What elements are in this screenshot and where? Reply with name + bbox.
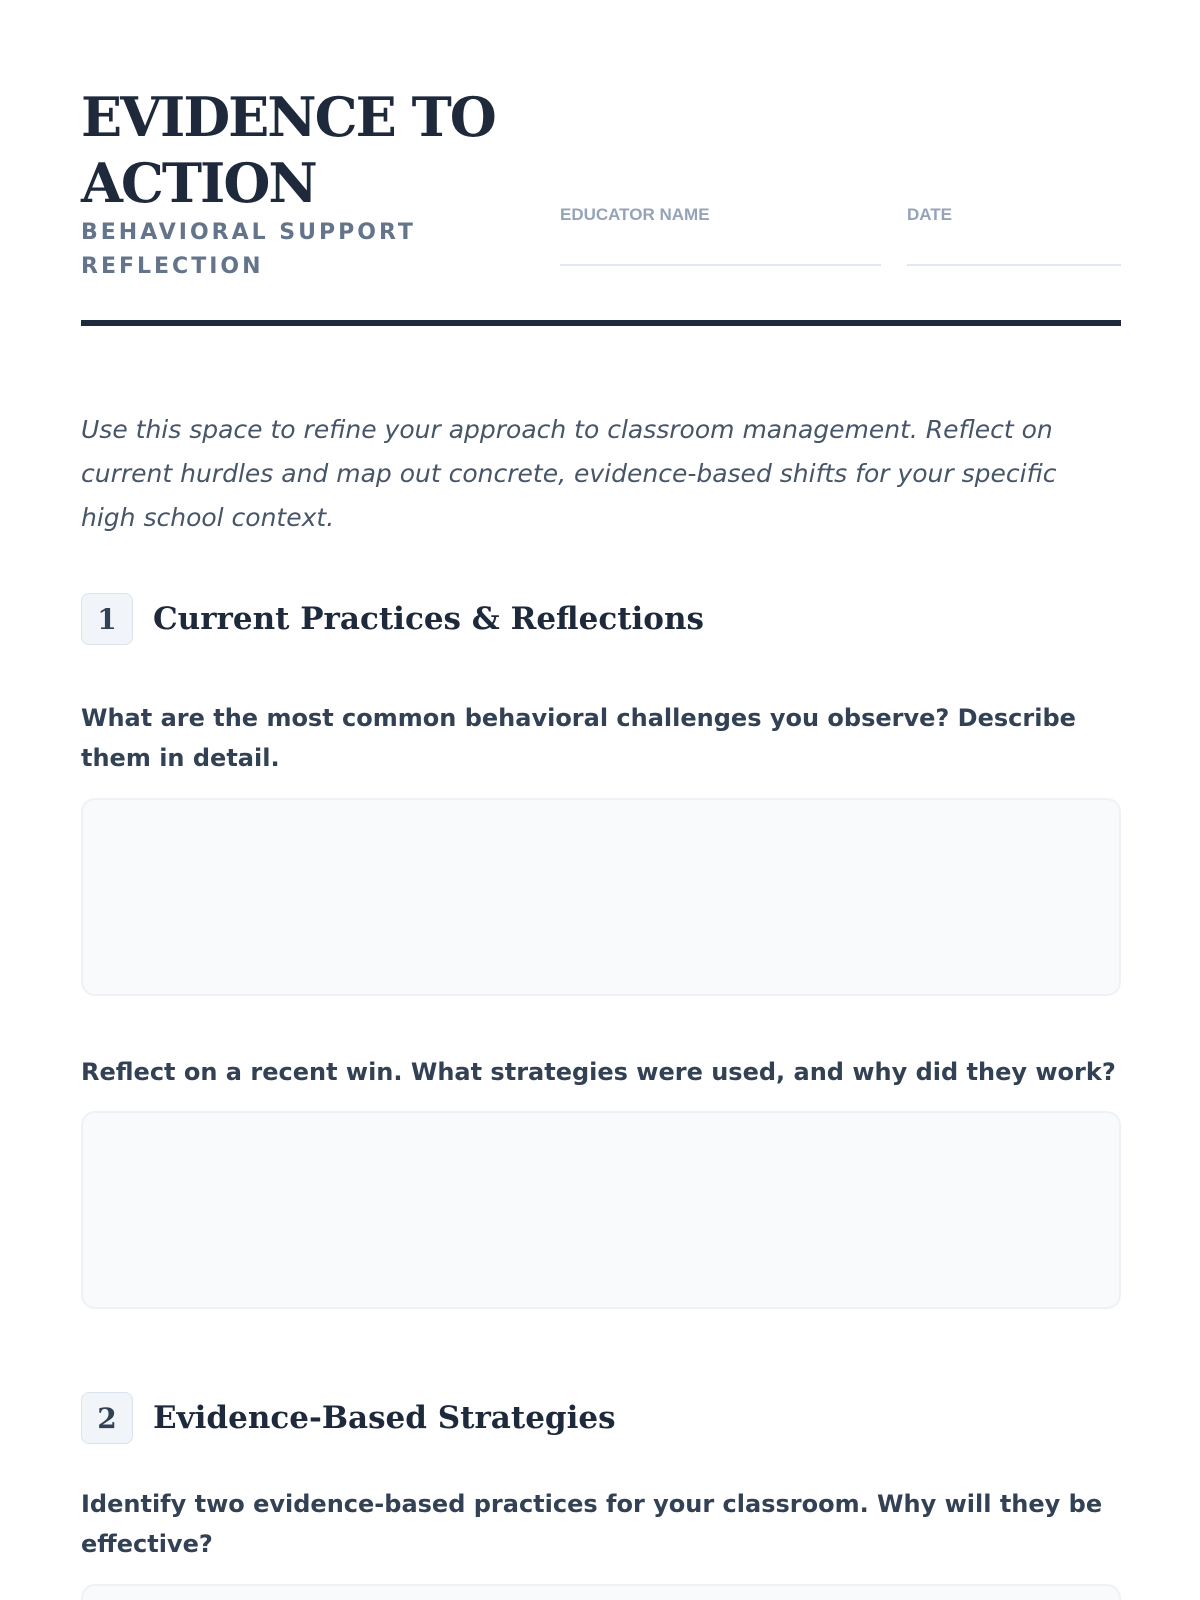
answer-textarea[interactable] xyxy=(81,1111,1121,1309)
answer-textarea[interactable] xyxy=(81,798,1121,996)
educator-name-label: EDUCATOR NAME xyxy=(560,205,710,224)
question-prompt: What are the most common behavioral challenges you observe? Describe them in detail. xyxy=(81,704,1076,772)
section-number-badge: 1 xyxy=(81,593,133,645)
page-title-line-1: EVIDENCE TO xyxy=(81,85,495,149)
page-subtitle-line-1: BEHAVIORAL SUPPORT xyxy=(81,220,416,245)
section-1-header xyxy=(81,592,704,646)
page-subtitle-line-2: REFLECTION xyxy=(81,254,264,279)
date-field-group xyxy=(907,204,1121,266)
question-prompt: Reflect on a recent win. What strategies were used, and why did they work? xyxy=(81,1058,1116,1086)
educator-name-field-group xyxy=(560,204,881,266)
intro-text: Use this space to refine your approach to classroom management. Reflect on current hurdles and map out concrete, evidence-based shifts for your specific high school context. xyxy=(81,415,1057,532)
header-divider xyxy=(81,320,1121,326)
section-title: Evidence-Based Strategies xyxy=(153,1400,616,1436)
question-prompt: Identify two evidence-based practices for your classroom. Why will they be effective? xyxy=(81,1490,1103,1558)
worksheet-header xyxy=(81,84,1121,328)
section-2-header xyxy=(81,1391,616,1445)
page-title xyxy=(81,84,501,216)
date-field[interactable] xyxy=(907,264,1121,266)
answer-textarea[interactable] xyxy=(81,1584,1121,1600)
title-block xyxy=(81,84,501,284)
section-number-badge: 2 xyxy=(81,1392,133,1444)
educator-name-field[interactable] xyxy=(560,264,881,266)
date-label: DATE xyxy=(907,205,953,224)
section-title: Current Practices & Reflections xyxy=(153,601,704,637)
page-subtitle xyxy=(81,216,501,284)
page-title-line-2: ACTION xyxy=(81,151,316,215)
